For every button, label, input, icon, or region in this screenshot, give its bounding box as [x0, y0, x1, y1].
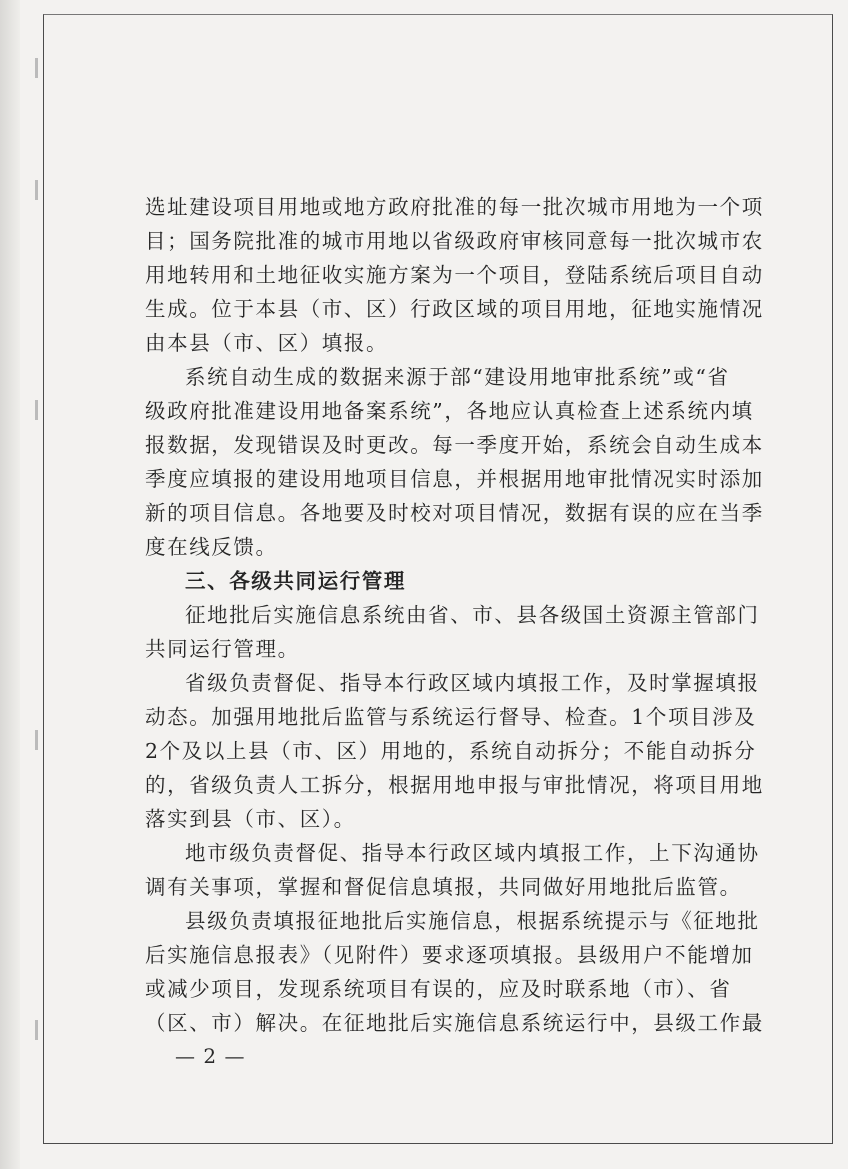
binding-mark: [35, 1020, 38, 1040]
paragraph-first-line: 地市级负责督促、指导本行政区域内填报工作，上下沟通协: [185, 841, 760, 865]
body-line: 后实施信息报表》（见附件）要求逐项填报。县级用户不能增加: [145, 943, 754, 967]
body-line: 新的项目信息。各地要及时校对项目情况，数据有误的应在当季: [145, 501, 764, 525]
body-line: 级政府批准建设用地备案系统”，各地应认真检查上述系统内填: [145, 399, 754, 423]
body-line: 落实到县（市、区）。: [145, 807, 356, 831]
body-line: 度在线反馈。: [145, 535, 278, 559]
body-line: 生成。位于本县（市、区）行政区域的项目用地，征地实施情况: [145, 297, 764, 321]
body-line: 或减少项目，发现系统项目有误的，应及时联系地（市）、省: [145, 977, 732, 1001]
scan-edge-shadow: [0, 0, 20, 1169]
document-body: [145, 190, 764, 1040]
body-line: 选址建设项目用地或地方政府批准的每一批次城市用地为一个项: [145, 195, 764, 219]
body-line: 用地转用和土地征收实施方案为一个项目，登陆系统后项目自动: [145, 263, 764, 287]
body-line: 季度应填报的建设用地项目信息，并根据用地审批情况实时添加: [145, 467, 764, 491]
binding-mark: [35, 180, 38, 200]
body-line: （区、市）解决。在征地批后实施信息系统运行中，县级工作最: [145, 1011, 764, 1035]
body-line: 的，省级负责人工拆分，根据用地申报与审批情况，将项目用地: [145, 773, 764, 797]
paragraph-first-line: 系统自动生成的数据来源于部“建设用地审批系统”或“省: [185, 365, 730, 389]
section-heading: 三、各级共同运行管理: [185, 569, 406, 593]
paragraph-first-line: 县级负责填报征地批后实施信息，根据系统提示与《征地批: [185, 909, 760, 933]
binding-mark: [35, 730, 38, 750]
body-line: 目；国务院批准的城市用地以省级政府审核同意每一批次城市农: [145, 229, 764, 253]
body-line: 动态。加强用地批后监管与系统运行督导、检查。1个项目涉及: [145, 705, 757, 729]
paragraph-first-line: 征地批后实施信息系统由省、市、县各级国土资源主管部门: [185, 603, 760, 627]
body-line: 调有关事项，掌握和督促信息填报，共同做好用地批后监管。: [145, 875, 742, 899]
binding-mark: [35, 400, 38, 420]
body-line: 报数据，发现错误及时更改。每一季度开始，系统会自动生成本: [145, 433, 764, 457]
page-number: — 2 —: [175, 1044, 246, 1068]
paragraph-first-line: 省级负责督促、指导本行政区域内填报工作，及时掌握填报: [185, 671, 760, 695]
body-line: 共同运行管理。: [145, 637, 300, 661]
binding-mark: [35, 58, 38, 78]
body-line: 2个及以上县（市、区）用地的，系统自动拆分；不能自动拆分: [145, 739, 757, 763]
body-line: 由本县（市、区）填报。: [145, 331, 389, 355]
